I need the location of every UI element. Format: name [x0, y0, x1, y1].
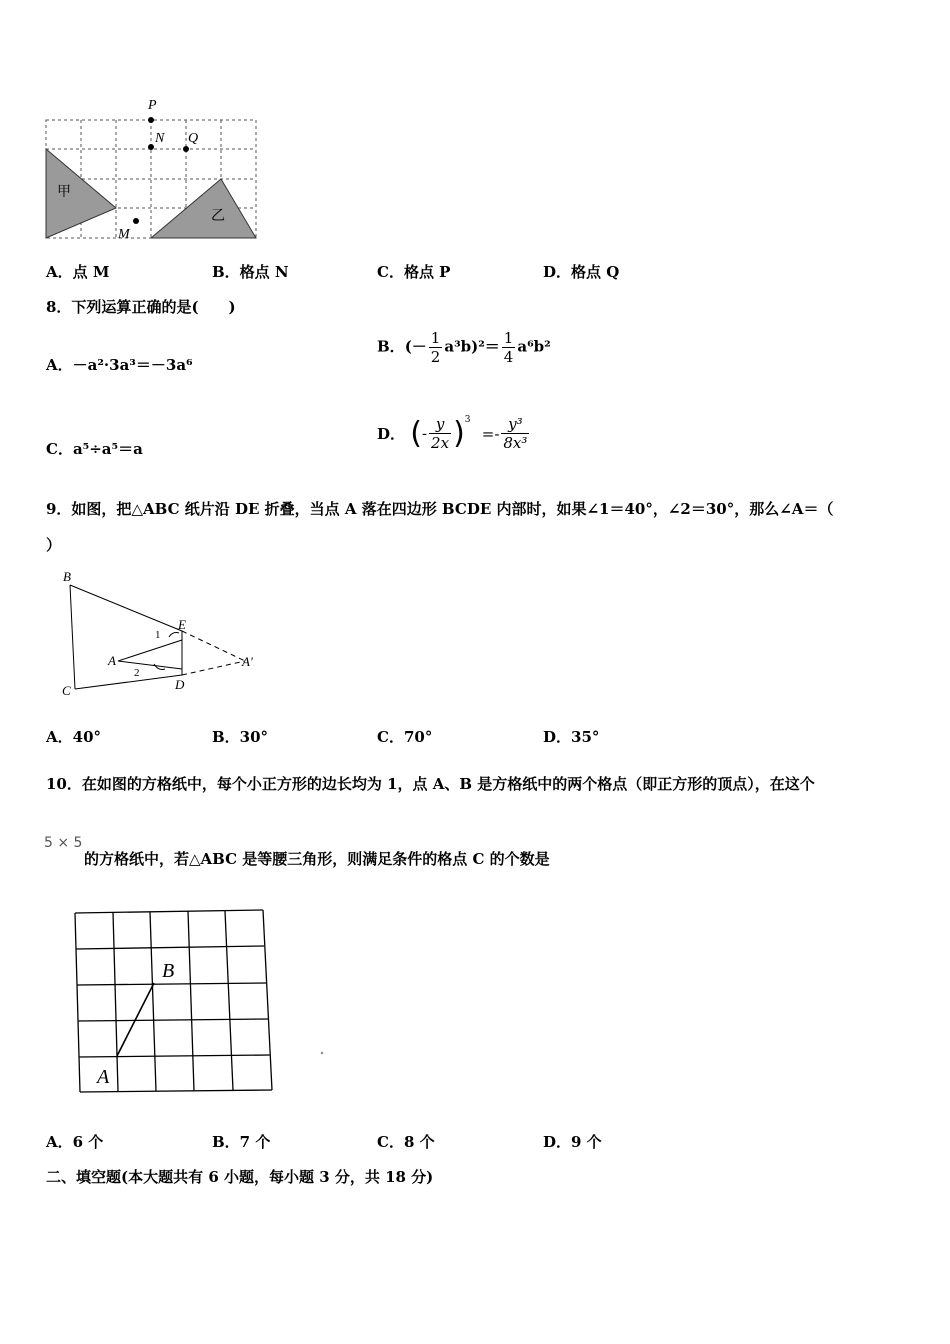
q9-label-b: B: [63, 569, 71, 584]
label-yi: 乙: [211, 208, 225, 224]
q8-d-lhs-fraction: [429, 415, 451, 452]
label-q: Q: [188, 131, 199, 146]
q8-option-a[interactable]: [46, 354, 193, 375]
q8-b-f1-num: 1: [430, 329, 441, 347]
q8-b-label: B．: [377, 337, 405, 356]
q8-b-f2-num: 1: [503, 329, 514, 347]
q8-b-f2-den: 4: [503, 348, 514, 366]
q10-grid-size: 5 × 5: [44, 835, 83, 851]
point-n: [148, 144, 154, 150]
label-jia: 甲: [57, 184, 71, 200]
q9-stem-line1: 9．如图，把△ABC 纸片沿 DE 折叠，当点 A 落在四边形 BCDE 内部时，如果∠1＝40°，∠2＝30°，那么∠A＝（: [46, 500, 834, 518]
q8-stem: 8．下列运算正确的是( ): [46, 298, 236, 316]
q8-b-pre: (－: [404, 337, 427, 356]
q9-label-angle1: 1: [155, 629, 161, 641]
q8-d-label: D．: [377, 425, 406, 443]
q8-c-label: C．: [46, 440, 73, 458]
q10-stem-line1: 10．在如图的方格纸中，每个小正方形的边长均为 1，点 A、B 是方格纸中的两个格点（即正方形的顶点），在这个: [46, 775, 815, 793]
q8-d-lhs-den: 2x: [431, 434, 450, 452]
q8-d-lhs-num: y: [435, 415, 445, 433]
q8-d-eq: =-: [481, 424, 500, 443]
q8-d-rhs-num: y³: [508, 415, 523, 433]
q10-label-b: B: [162, 960, 175, 982]
q8-b-mid: a³b)²＝: [444, 337, 500, 356]
q10-option-a[interactable]: A．6 个: [46, 1133, 104, 1151]
q8-b-f1-den: 2: [430, 348, 441, 366]
label-m: M: [118, 227, 130, 242]
q7-option-c[interactable]: C．格点 P: [377, 263, 451, 281]
q9-triangle-figure: [55, 565, 270, 700]
q7-option-b[interactable]: B．格点 N: [212, 263, 289, 281]
q9-label-e: E: [178, 617, 186, 632]
q10-option-b[interactable]: B．7 个: [212, 1133, 271, 1151]
q9-label-a-prime: A′: [242, 654, 253, 669]
q8-option-c[interactable]: [46, 438, 143, 459]
q8-d-lparen: (: [410, 416, 422, 451]
q8-b-fraction-2: [502, 329, 516, 366]
q8-option-b[interactable]: [377, 329, 551, 366]
section2-title: 二、填空题(本大题共有 6 小题，每小题 3 分，共 18 分): [46, 1168, 434, 1186]
q9-label-c: C: [62, 683, 71, 698]
point-q: [183, 146, 189, 152]
q9-stem-line2: ）: [46, 536, 62, 554]
q8-b-post: a⁶b²: [517, 337, 551, 356]
q10-option-c[interactable]: C．8 个: [377, 1133, 435, 1151]
label-p: P: [148, 98, 157, 113]
q10-option-d[interactable]: D．9 个: [543, 1133, 602, 1151]
q9-option-a[interactable]: A．40°: [46, 728, 102, 746]
point-p: [148, 117, 154, 123]
q8-b-fraction-1: [429, 329, 443, 366]
label-n: N: [155, 131, 165, 146]
q9-label-a: A: [108, 653, 116, 668]
q8-option-d[interactable]: D． (- $\frac{y}{2x}$ )$^3$ =- $\frac{\text{y³}}{\text{8x³}}$: [377, 415, 528, 452]
q10-grid-figure: [70, 905, 330, 1095]
q8-a-expr: －a²·3a³＝－3a⁶: [72, 356, 193, 374]
q8-c-expr: a⁵÷a⁵＝a: [72, 440, 143, 458]
q10-label-a: A: [97, 1066, 110, 1088]
point-m: [133, 218, 139, 224]
q8-d-rhs-den: 8x³: [503, 434, 528, 452]
scan-speck: [321, 1052, 323, 1054]
q10-stem-line2: 的方格纸中，若△ABC 是等腰三角形，则满足条件的格点 C 的个数是: [84, 850, 550, 868]
q9-option-d[interactable]: D．35°: [543, 728, 600, 746]
q9-option-b[interactable]: B．30°: [212, 728, 269, 746]
q8-a-label: A．: [46, 356, 73, 374]
q9-option-c[interactable]: C．70°: [377, 728, 433, 746]
q8-d-exp: 3: [464, 415, 471, 425]
q8-d-rhs-fraction: [501, 415, 529, 452]
q9-label-angle2: 2: [134, 667, 140, 679]
q7-option-d[interactable]: D．格点 Q: [543, 263, 620, 281]
q8-d-rparen: ): [453, 416, 465, 451]
q7-grid-figure: [40, 95, 265, 250]
q9-label-d: D: [175, 677, 185, 692]
q7-option-a[interactable]: A．点 M: [46, 263, 110, 281]
